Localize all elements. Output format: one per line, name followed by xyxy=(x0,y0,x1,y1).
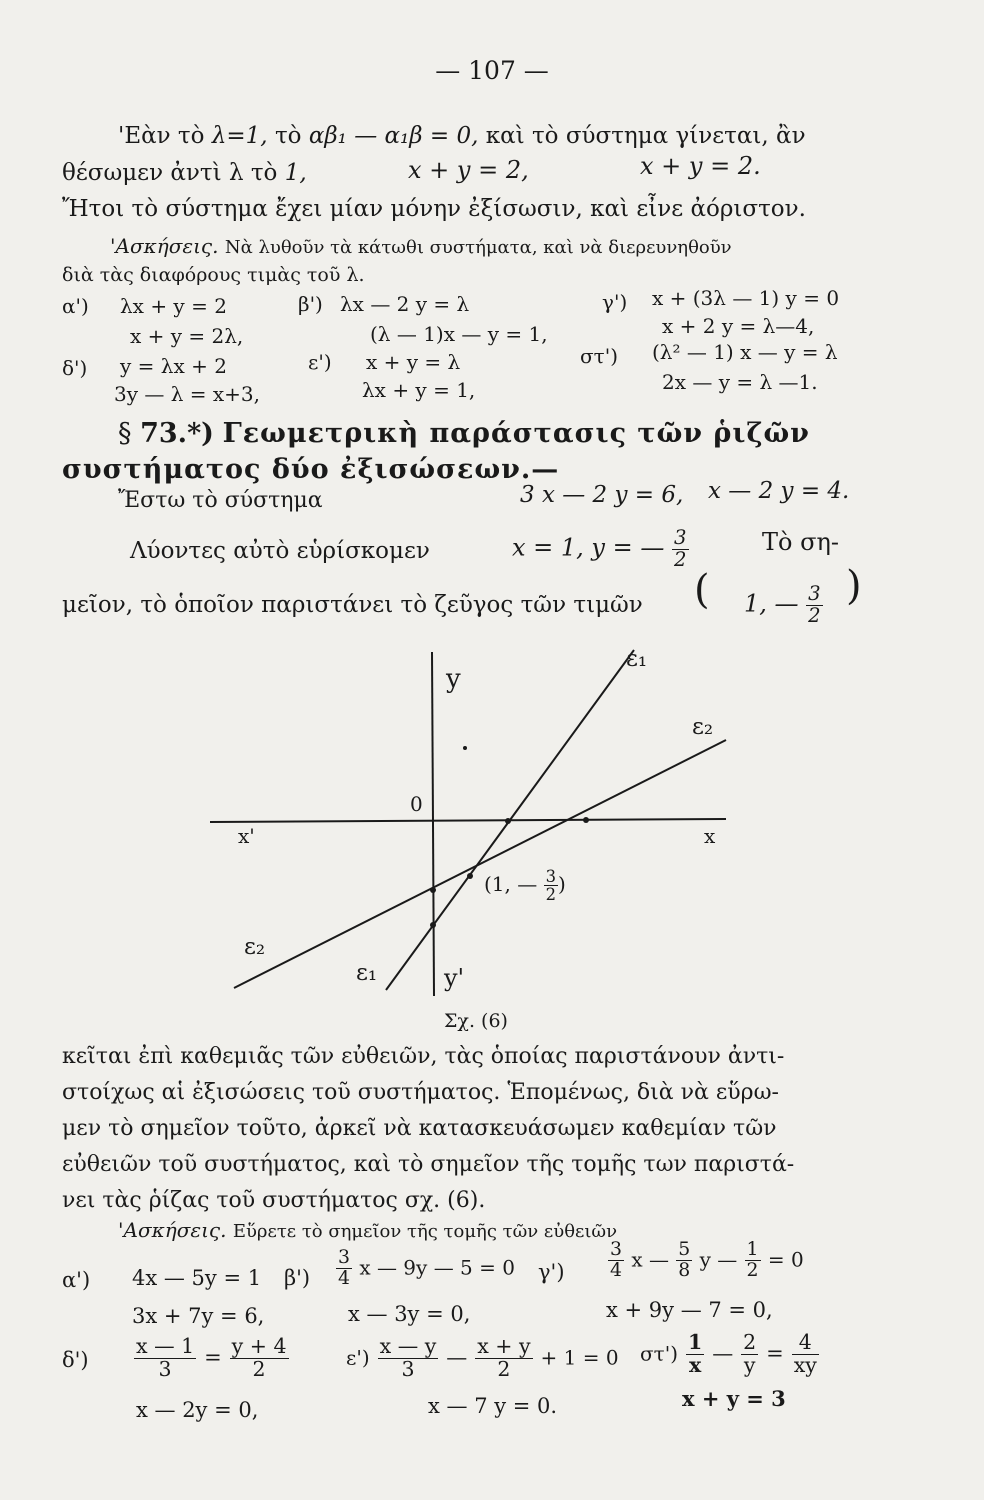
x-label: x xyxy=(704,824,716,848)
equation: x + y = 2λ, xyxy=(130,324,244,348)
exercise-label: β') xyxy=(298,292,323,316)
eps1-label-top: ε₁ xyxy=(626,646,648,672)
math: λ=1, xyxy=(211,123,268,149)
denominator: 2 xyxy=(497,1356,511,1381)
equation: x + y = 2, xyxy=(408,156,529,184)
line-eps2 xyxy=(234,740,726,992)
numerator: 4 xyxy=(792,1332,819,1355)
heading: 'Ασκήσεις. xyxy=(118,1218,227,1242)
equation xyxy=(134,1336,289,1380)
equation: 4x — 5y = 1 xyxy=(132,1266,262,1290)
math: x — xyxy=(631,1247,669,1272)
text: θέσωμεν ἀντὶ λ τὸ xyxy=(62,160,278,186)
equation xyxy=(608,1240,804,1281)
y-label: y xyxy=(446,664,461,694)
section-symbol: § xyxy=(118,418,132,449)
numerator: y + 4 xyxy=(231,1334,287,1358)
math: = xyxy=(766,1341,784,1366)
numerator: 3 xyxy=(338,1246,350,1268)
equation: (λ — 1)x — y = 1, xyxy=(370,322,548,346)
denominator: 2 xyxy=(545,885,557,905)
denominator: x xyxy=(689,1352,702,1377)
eps2-label-top: ε₂ xyxy=(692,714,714,740)
intercept-point xyxy=(505,818,511,824)
denominator: y xyxy=(743,1352,756,1377)
numerator: 1 xyxy=(687,1330,703,1354)
numerator: 5 xyxy=(678,1238,691,1260)
left-paren: ( xyxy=(694,567,710,613)
denominator: 2 xyxy=(252,1356,266,1381)
exercises-heading xyxy=(118,1220,617,1241)
paragraph-line: Λύοντες αὐτὸ εὑρίσκομεν xyxy=(130,538,430,564)
fraction xyxy=(230,1336,289,1380)
intersection-label xyxy=(484,868,566,903)
intercept-point xyxy=(430,922,436,928)
math: = 0 xyxy=(767,1247,804,1272)
exercise-label: α') xyxy=(62,1268,91,1292)
paragraph-line: διὰ τὰς διαφόρους τιμὰς τοῦ λ. xyxy=(62,264,365,286)
x-axis xyxy=(210,819,726,822)
fraction xyxy=(336,1248,352,1289)
page-number: — 107 — xyxy=(435,56,549,85)
paragraph-line: Τὸ ση- xyxy=(762,528,839,556)
text: καὶ τὸ σύστημα γίνεται, ἂν xyxy=(485,123,806,149)
right-paren: ) xyxy=(846,563,862,609)
intercept-point xyxy=(430,887,436,893)
fraction xyxy=(686,1332,704,1376)
equation: (λ² — 1) x — y = λ xyxy=(652,340,838,364)
equation: x — 2 y = 4. xyxy=(708,478,850,504)
y-axis xyxy=(432,652,434,996)
fraction xyxy=(745,1240,761,1281)
fraction xyxy=(741,1332,758,1376)
fraction xyxy=(378,1336,439,1380)
numerator: x + y xyxy=(477,1334,531,1358)
numerator: 3 xyxy=(610,1238,622,1260)
equation: x — 3y = 0, xyxy=(348,1302,471,1326)
heading: 'Ασκήσεις. xyxy=(110,234,219,258)
exercise-label: γ') xyxy=(538,1260,565,1284)
equation: x + 9y — 7 = 0, xyxy=(606,1298,773,1322)
fraction xyxy=(608,1240,624,1281)
math: 1, xyxy=(284,160,307,186)
equation: x + (3λ — 1) y = 0 xyxy=(652,286,840,310)
exercise-label: στ') xyxy=(580,344,619,368)
exercise-label: γ') xyxy=(602,290,628,314)
x-prime-label: x' xyxy=(238,824,255,848)
equation: x + y = 3 xyxy=(682,1386,786,1411)
fraction xyxy=(792,1332,819,1376)
denominator: 4 xyxy=(338,1266,350,1289)
equation: 2x — y = λ —1. xyxy=(662,370,818,394)
exercise-label: δ') xyxy=(62,1348,89,1372)
equation: x + y = λ xyxy=(366,350,461,374)
denominator: 8 xyxy=(678,1258,691,1281)
equation: 3x + 7y = 6, xyxy=(132,1304,265,1328)
text: τὸ xyxy=(274,123,302,149)
denominator: 4 xyxy=(610,1258,622,1281)
math: x — 9y — 5 = 0 xyxy=(359,1255,515,1280)
math: = xyxy=(204,1345,222,1370)
exercise-label: ε') xyxy=(346,1345,370,1370)
text: Εὕρετε τὸ σημεῖον τῆς τομῆς τῶν εὐθειῶν xyxy=(232,1221,618,1242)
denominator: 3 xyxy=(158,1356,172,1381)
denominator: xy xyxy=(793,1352,817,1377)
figure-caption: Σχ. (6) xyxy=(444,1010,508,1032)
section-number: 73.*) xyxy=(140,418,214,449)
equation xyxy=(640,1332,819,1376)
math: — xyxy=(712,1341,734,1366)
paragraph-line: Ἔστω τὸ σύστημα xyxy=(118,488,323,513)
numerator: 3 xyxy=(545,867,557,886)
equation: x + 2 y = λ—4, xyxy=(662,314,815,338)
exercise-label: στ') xyxy=(640,1341,679,1366)
denominator: 2 xyxy=(674,547,687,571)
equation: λx — 2 y = λ xyxy=(340,292,470,316)
math: 1, — xyxy=(744,589,799,618)
origin-label: 0 xyxy=(410,792,423,816)
math: + 1 = 0 xyxy=(540,1345,619,1370)
math: (1, — xyxy=(484,872,544,897)
numerator: 1 xyxy=(746,1238,759,1260)
section-title-cont: συστήματος δύο ἐξισώσεων.— xyxy=(62,454,560,485)
intercept-point xyxy=(583,817,589,823)
exercise-label: α') xyxy=(62,294,89,318)
exercise-label: ε') xyxy=(308,350,332,374)
eps1-label-bottom: ε₁ xyxy=(356,960,378,986)
numerator: x — y xyxy=(379,1334,437,1358)
equation xyxy=(336,1248,515,1289)
fraction xyxy=(544,868,558,903)
numerator: x — 1 xyxy=(136,1334,195,1358)
exercise-label: δ') xyxy=(62,356,88,380)
equation: λx + y = 1, xyxy=(362,378,476,402)
paragraph-line: Ἤτοι τὸ σύστημα ἔχει μίαν μόνην ἐξίσωσιν, καὶ εἶνε ἀόριστον. xyxy=(62,196,806,222)
math: y — xyxy=(699,1247,738,1272)
eps2-label-bottom: ε₂ xyxy=(244,934,266,960)
numerator: 3 xyxy=(808,582,821,605)
equation: y = λx + 2 xyxy=(120,354,227,378)
math: αβ₁ — α₁β = 0, xyxy=(308,123,479,149)
equation: x — 2y = 0, xyxy=(136,1398,259,1422)
paragraph-line: μεν τὸ σημεῖον τοῦτο, ἀρκεῖ νὰ κατασκευάσωμεν καθεμίαν τῶν xyxy=(62,1116,777,1141)
paragraph-line: νει τὰς ῥίζας τοῦ συστήματος σχ. (6). xyxy=(62,1188,486,1213)
y-prime-label: y' xyxy=(444,964,465,992)
paragraph-line: κεῖται ἐπὶ καθεμιᾶς τῶν εὐθειῶν, τὰς ὁποίας παριστάνουν ἀντι- xyxy=(62,1044,785,1069)
math: x = 1, y = — xyxy=(512,533,665,562)
point-mark xyxy=(463,746,467,750)
fraction xyxy=(134,1336,196,1380)
equation: x + y = 2. xyxy=(640,152,761,180)
text: Νὰ λυθοῦν τὰ κάτωθι συστήματα, καὶ νὰ διερευνηθοῦν xyxy=(224,237,732,258)
numerator: 2 xyxy=(743,1330,757,1354)
paragraph-line: στοίχως αἱ ἐξισώσεις τοῦ συστήματος. Ἑπομένως, διὰ νὰ εὕρω- xyxy=(62,1080,779,1105)
numerator: 3 xyxy=(674,526,687,549)
equation: x — 7 y = 0. xyxy=(428,1394,558,1418)
intersection-point xyxy=(467,873,473,879)
denominator: 3 xyxy=(401,1356,415,1381)
denominator: 2 xyxy=(808,603,821,627)
equation: 3y — λ = x+3, xyxy=(114,382,261,406)
fraction xyxy=(676,1240,692,1281)
equation: λx + y = 2 xyxy=(120,294,227,318)
paragraph-line: εὐθειῶν τοῦ συστήματος, καὶ τὸ σημεῖον τῆς τομῆς των παριστά- xyxy=(62,1152,795,1177)
equation: 3 x — 2 y = 6, xyxy=(520,482,684,508)
equation xyxy=(346,1336,619,1380)
section-title: Γεωμετρικὴ παράστασις τῶν ῥιζῶν xyxy=(222,418,810,449)
math: — xyxy=(446,1345,468,1370)
exercise-label: β') xyxy=(284,1266,311,1290)
text: 'Εὰν τὸ xyxy=(118,123,205,149)
denominator: 2 xyxy=(746,1258,759,1281)
math: ) xyxy=(558,872,566,897)
paragraph-line: μεῖον, τὸ ὁποῖον παριστάνει τὸ ζεῦγος τῶν τιμῶν xyxy=(62,592,643,618)
fraction xyxy=(475,1336,532,1380)
